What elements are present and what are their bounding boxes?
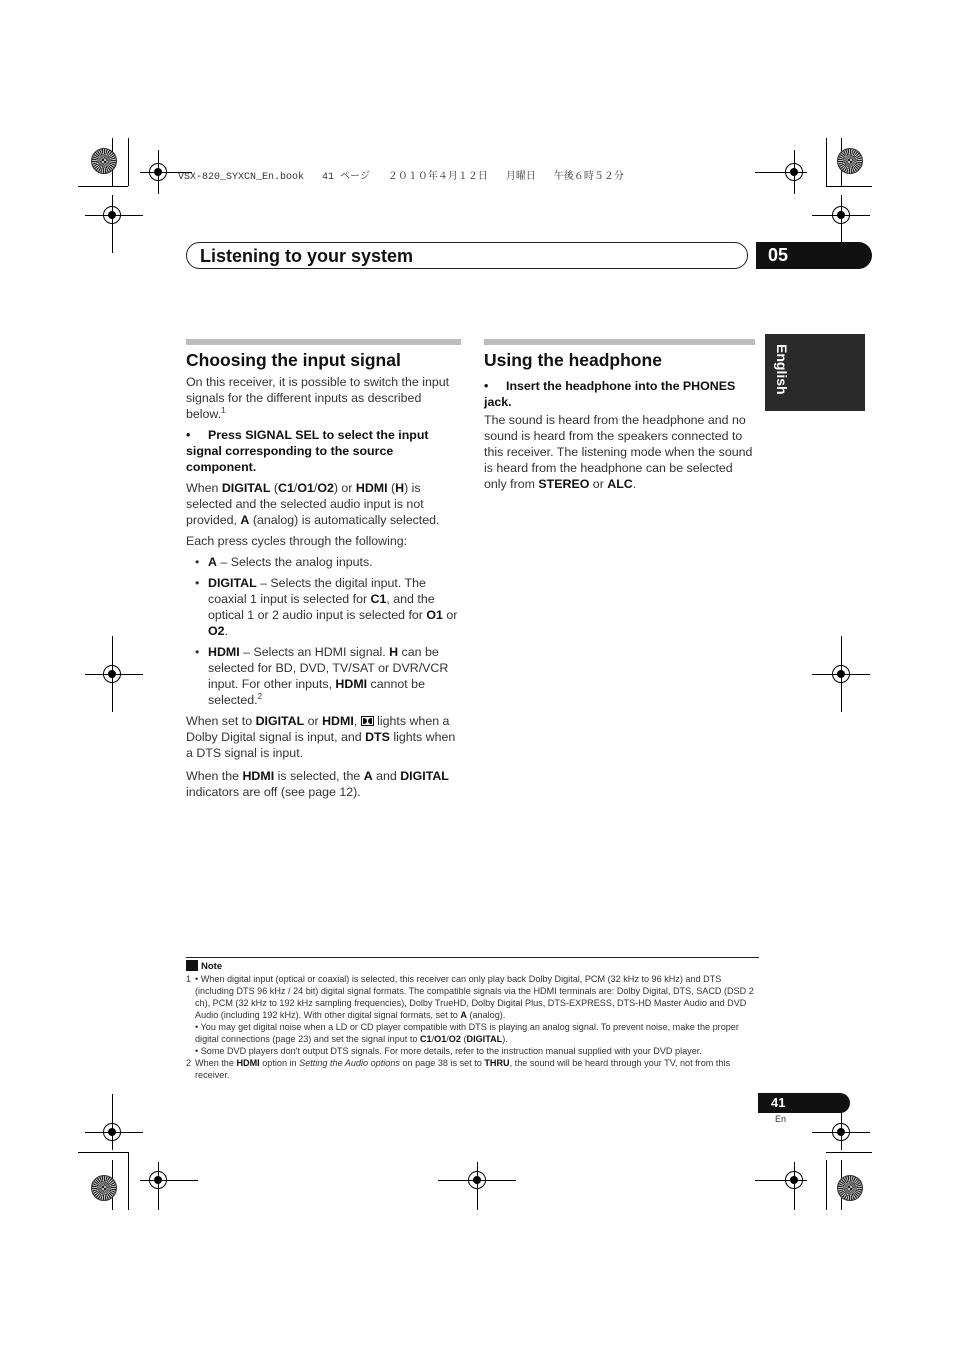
- step-instruction: • Press SIGNAL SEL to select the input signal corresponding to the source component.: [186, 428, 429, 474]
- footnote-item: • You may get digital noise when a LD or CD player compatible with DTS is playing an analog signal. To prevent noise, make the proper digital connections (page 23) and set the signal input to C1/O1/O2 (DIGITAL).: [195, 1022, 739, 1044]
- page-language: En: [775, 1114, 787, 1124]
- crop-mark: [78, 186, 128, 187]
- paragraph: When DIGITAL (C1/O1/O2) or HDMI (H) is selected and the selected audio input is not provided, A (analog) is automatically selected.: [186, 481, 440, 527]
- registration-target-icon: [832, 206, 850, 224]
- paragraph: Each press cycles through the following:: [186, 534, 408, 548]
- step-instruction: • Insert the headphone into the PHONES jack.: [484, 379, 736, 409]
- list-item: • A – Selects the analog inputs.: [208, 554, 461, 570]
- page-title: Listening to your system: [200, 246, 414, 266]
- paragraph: The sound is heard from the headphone and no sound is heard from the speakers connected to this receiver. The listening mode when the sound is heard from the headphone can be selected only from STEREO or ALC.: [484, 413, 753, 491]
- paragraph: When set to DIGITAL or HDMI, lights when a Dolby Digital signal is input, and DTS lights when a DTS signal is input.: [186, 714, 456, 760]
- page-number: 41: [771, 1095, 786, 1110]
- section-rule: [484, 339, 755, 345]
- chapter-number: 05: [756, 242, 872, 269]
- crop-mark: [826, 186, 872, 187]
- footnote-ref: 2: [257, 691, 263, 701]
- registration-rosette-icon: [91, 148, 117, 174]
- list-item: • DIGITAL – Selects the digital input. The coaxial 1 input is selected for C1, and the optical 1 or 2 audio input is selected for O1 or O2.: [208, 575, 461, 639]
- language-tab-label: English: [774, 344, 790, 395]
- paragraph: When the HDMI is selected, the A and DIGITAL indicators are off (see page 12).: [186, 769, 449, 799]
- note-heading: Note: [186, 960, 222, 972]
- registration-rosette-icon: [91, 1175, 117, 1201]
- footnotes: [186, 973, 761, 1081]
- crop-mark: [128, 138, 129, 186]
- registration-target-icon: [832, 665, 850, 683]
- footnote-item: 2 When the HDMI option in Setting the Audio options on page 38 is set to THRU, the sound will be heard through your TV, not from this receiver.: [186, 1058, 731, 1080]
- registration-target-icon: [785, 1171, 803, 1189]
- crop-mark: [826, 138, 827, 186]
- registration-target-icon: [832, 1123, 850, 1141]
- registration-target-icon: [149, 163, 167, 181]
- crop-mark: [112, 195, 113, 253]
- crop-mark: [112, 1094, 113, 1150]
- option-list: [186, 554, 461, 708]
- registration-target-icon: [103, 1123, 121, 1141]
- note-rule: [186, 957, 759, 958]
- right-column: [484, 339, 755, 497]
- section-rule: [186, 339, 461, 345]
- registration-rosette-icon: [837, 148, 863, 174]
- note-pencil-icon: [186, 960, 198, 971]
- section-heading: Choosing the input signal: [186, 350, 401, 370]
- registration-rosette-icon: [837, 1175, 863, 1201]
- left-column: [186, 339, 461, 805]
- list-item: • HDMI – Selects an HDMI signal. H can be selected for BD, DVD, TV/SAT or DVR/VCR input. For other inputs, HDMI cannot be selected.$^2$: [208, 644, 461, 708]
- registration-target-icon: [785, 163, 803, 181]
- footnote-ref: 1: [221, 405, 226, 415]
- dolby-digital-icon: [361, 716, 374, 726]
- crop-mark: [826, 1160, 827, 1210]
- crop-mark: [78, 1152, 128, 1153]
- file-header-line: VSX-820_SYXCN_En.book 41 ページ ２０１０年４月１２日 月曜日 午後６時５２分: [178, 172, 624, 183]
- registration-target-icon: [103, 665, 121, 683]
- crop-mark: [128, 1152, 129, 1210]
- intro-paragraph: On this receiver, it is possible to switch the input signals for the different inputs as described below.$^1$: [186, 375, 450, 421]
- registration-target-icon: [468, 1171, 486, 1189]
- language-tab-label-wrap: [770, 344, 792, 404]
- registration-target-icon: [103, 206, 121, 224]
- crop-mark: [826, 1152, 872, 1153]
- footnote-item: 1 • When digital input (optical or coaxial) is selected, this receiver can only play back Dolby Digital, PCM (32 kHz to 96 kHz) and DTS (including DTS 96 kHz / 24 bit) digital signal formats. The compatible signals via the HDMI terminals are: Dolby Digital, DTS, SACD (DSD 2 ch), PCM (32 kHz to 192 kHz sampling frequencies), Dolby TrueHD, Dolby Digital Plus, DTS-EXPRESS, DTS-HD Master Audio and DVD Audio (including 192 kHz). With other digital signal formats, set to A (analog).: [186, 974, 754, 1020]
- footnote-item: • Some DVD players don't output DTS signals. For more details, refer to the instruction manual supplied with your DVD player.: [195, 1046, 702, 1056]
- registration-target-icon: [149, 1171, 167, 1189]
- section-heading: Using the headphone: [484, 350, 662, 370]
